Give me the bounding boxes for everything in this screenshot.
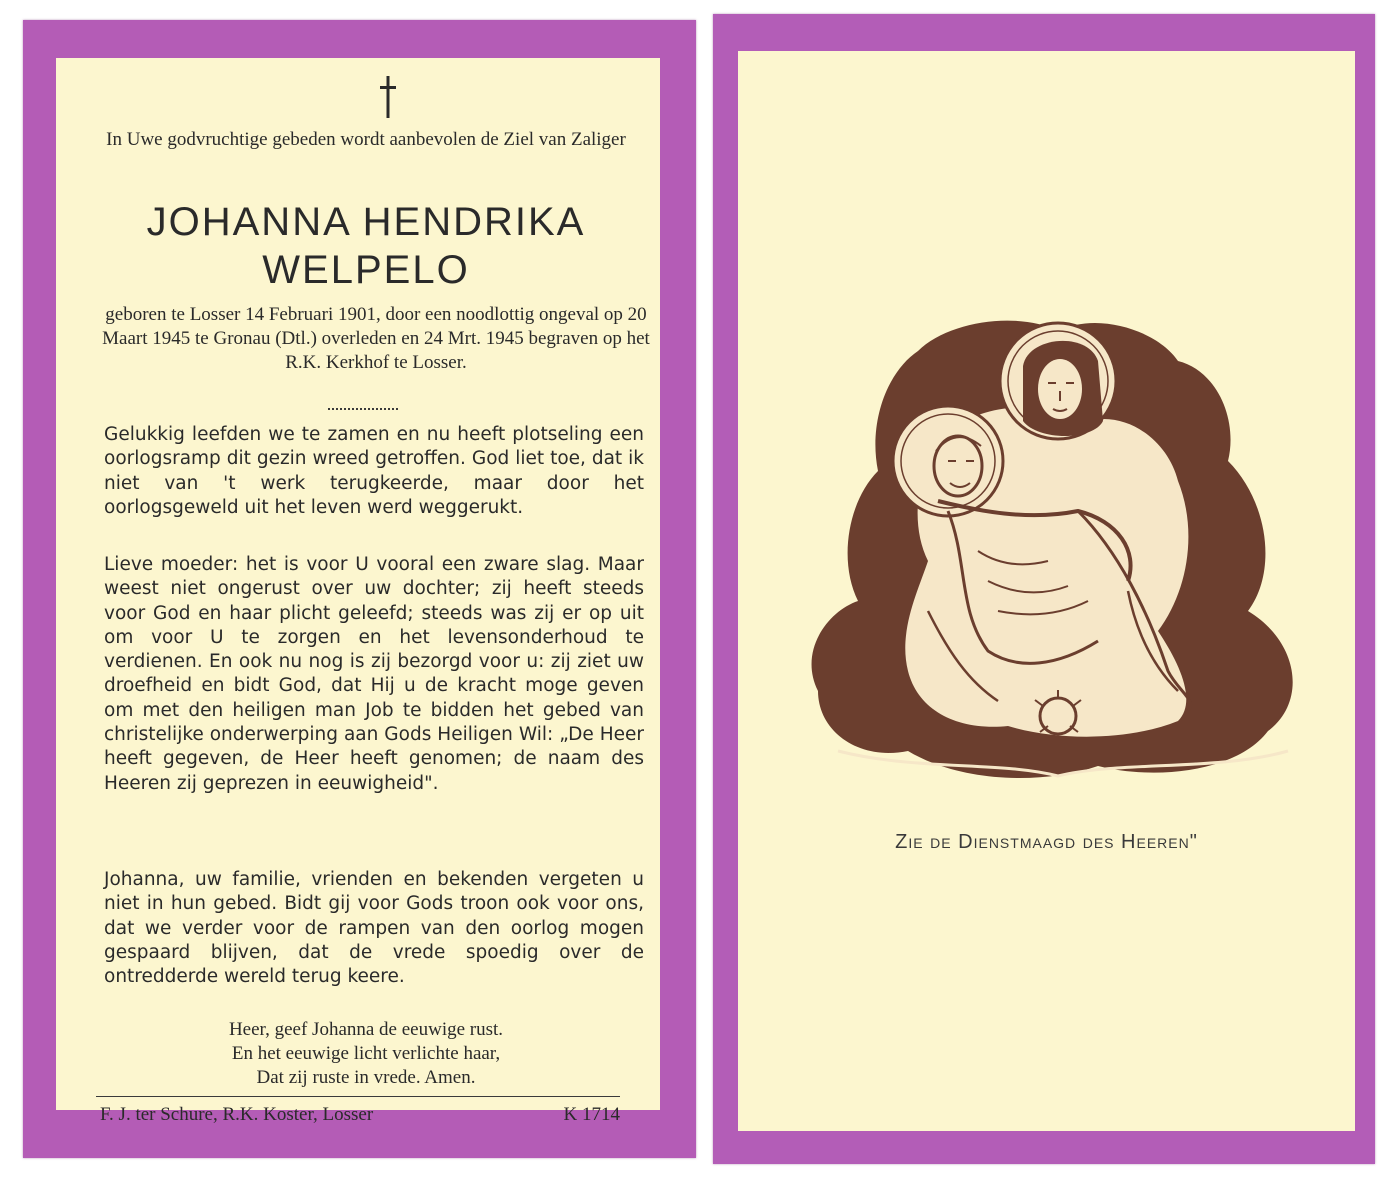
caption: Zie de Dienstmaagd des Heeren" (895, 831, 1198, 853)
paragraph-3: Johanna, uw familie, vrienden en bekenden vergeten u niet in hun gebed. Bidt gij voor Gods troon ook voor ons, dat we verder voor de rampen van den oorlog mogen gespaard blijven, dat de vrede spoedig over de ontredderde wereld terug keere. (104, 869, 644, 988)
card-paper (738, 51, 1355, 1131)
deceased-name-last: WELPELO (262, 248, 470, 292)
printer-credit: F. J. ter Schure, R.K. Koster, Losser (100, 1104, 374, 1125)
birth-death-details: geboren te Losser 14 Februari 1901, door een noodlottig ongeval op 20 Maart 1945 te Gronau (Dtl.) overleden en 24 Mrt. 1945 begraven op het R.K. Kerkhof te Losser. (102, 304, 650, 373)
card-paper (56, 58, 660, 1125)
intro-text: In Uwe godvruchtige gebeden wordt aanbevolen de Ziel van Zaliger (106, 129, 626, 150)
memorial-card-image-side (713, 14, 1375, 1164)
print-code: K 1714 (563, 1104, 620, 1125)
footer-rule (96, 1096, 620, 1097)
deceased-name-first: JOHANNA HENDRIKA (146, 200, 586, 244)
cross-icon (378, 76, 398, 118)
pieta-illustration (798, 311, 1318, 791)
dotted-divider (328, 408, 398, 410)
memorial-card-text-side (23, 20, 696, 1158)
closing-prayer: Heer, geef Johanna de eeuwige rust. En het eeuwige licht verlichte haar, Dat zij ruste in vrede. Amen. (228, 1019, 504, 1088)
paragraph-2: Lieve moeder: het is voor U vooral een zware slag. Maar weest niet ongerust over uw dochter; zij heeft steeds voor God en haar plicht geleefd; steeds was zij er op uit om voor U te zorgen en het levensonderhoud te verdienen. En ook nu nog is zij bezorgd voor u: zij ziet uw droefheid en bidt God, dat Hij u de kracht moge geven om met den heiligen man Job te bidden het gebed van christelijke onderwerping aan Gods Heiligen Wil: „De Heer heeft gegeven, de Heer heeft genomen; de naam des Heeren zij geprezen in eeuwigheid". (104, 554, 644, 794)
paragraph-1: Gelukkig leefden we te zamen en nu heeft plotseling een oorlogsramp dit gezin wreed getroffen. God liet toe, dat ik niet van 't werk terugkeerde, maar door het oorlogsgeweld uit het leven werd weggerukt. (104, 424, 644, 518)
